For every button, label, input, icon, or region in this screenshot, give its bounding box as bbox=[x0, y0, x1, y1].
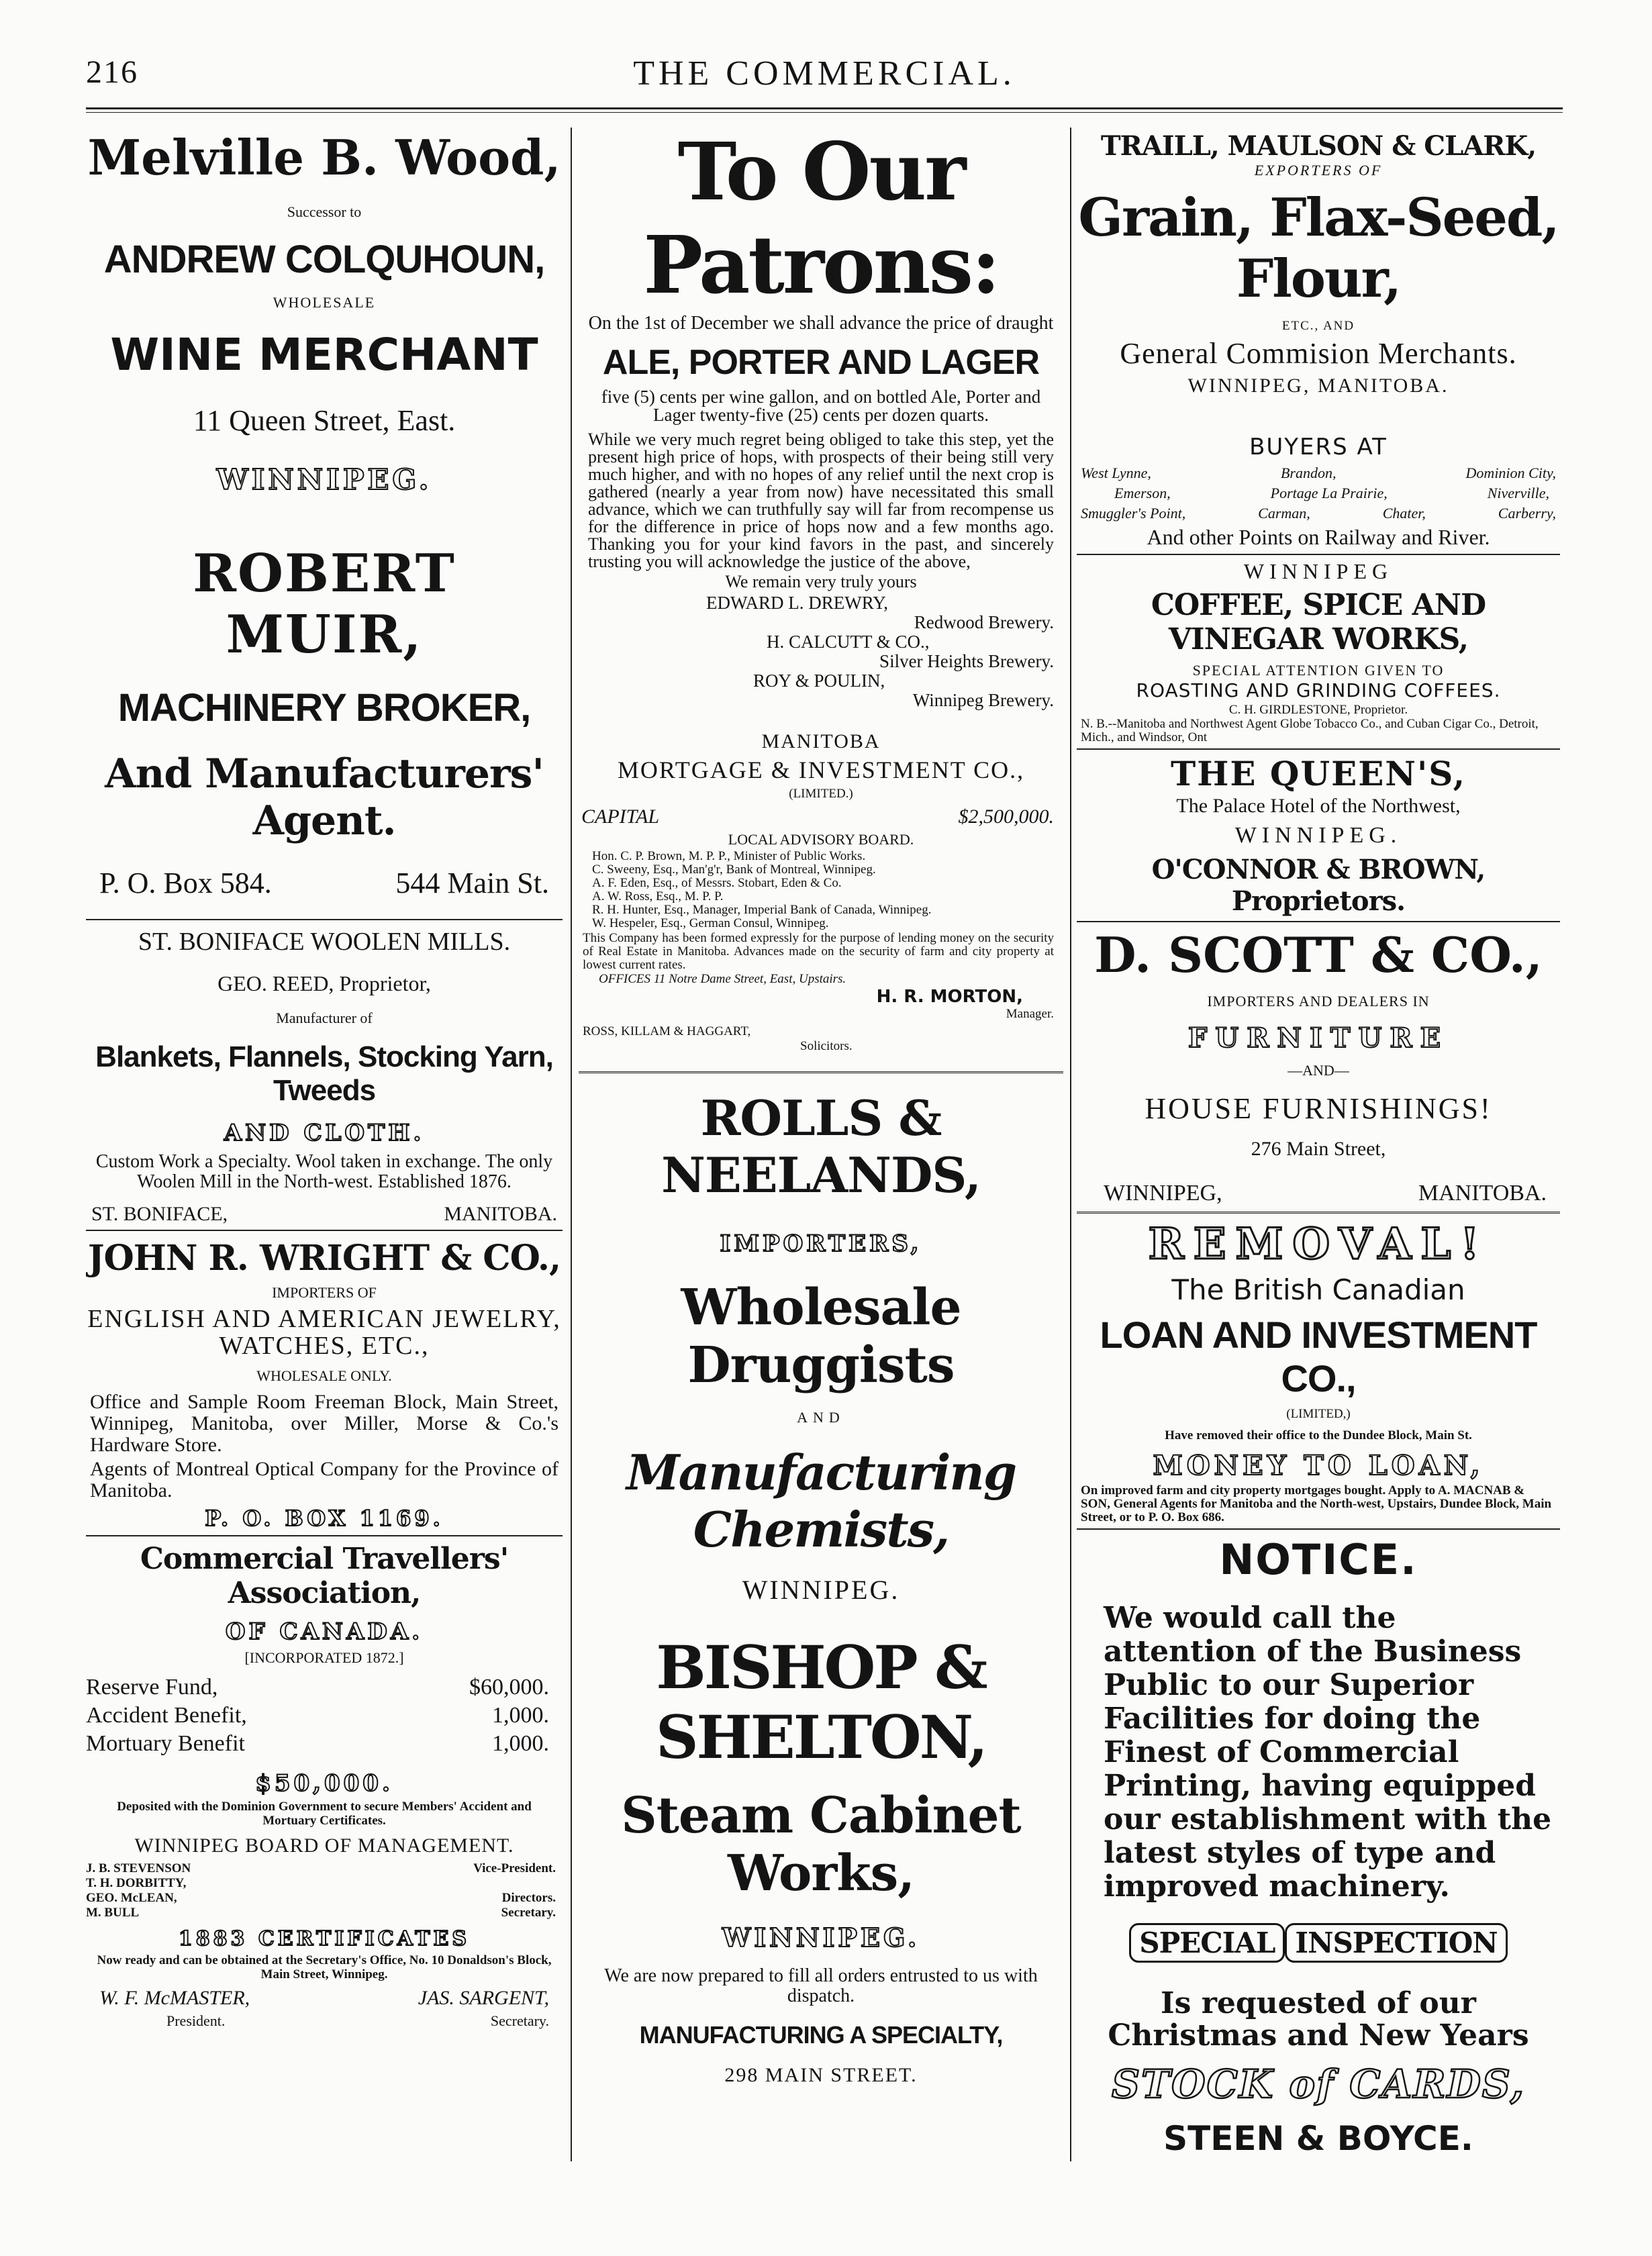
ad-title: BISHOP & SHELTON, bbox=[655, 1632, 987, 1772]
place: Portage La Prairie, bbox=[1270, 485, 1388, 501]
place: Carberry, bbox=[1498, 505, 1556, 522]
places-row bbox=[1081, 463, 1556, 483]
board-member: C. Sweeny, Esq., Man'g'r, Bank of Montreal, Winnipeg. bbox=[592, 863, 876, 877]
place: Smuggler's Point, bbox=[1081, 505, 1186, 522]
place: Dominion City, bbox=[1465, 464, 1556, 481]
ad-line: Successor to bbox=[287, 203, 362, 220]
ad-line: AND bbox=[797, 1409, 845, 1426]
ad-line: SPECIAL ATTENTION GIVEN TO bbox=[1192, 662, 1445, 679]
ad-line: The Palace Hotel of the Northwest, bbox=[1176, 795, 1461, 817]
ad-traill-maulson bbox=[1077, 130, 1560, 550]
ad-title: REMOVAL! bbox=[1148, 1219, 1489, 1269]
ad-line: AND CLOTH. bbox=[224, 1120, 425, 1146]
divider bbox=[579, 1071, 1063, 1073]
ad-line: MACHINERY BROKER, bbox=[117, 686, 531, 730]
ad-goods: ENGLISH AND AMERICAN JEWELRY, WATCHES, ETC., bbox=[87, 1305, 561, 1360]
ad-line: EXPORTERS OF bbox=[1254, 162, 1383, 179]
manager-name: H. R. MORTON, bbox=[876, 987, 1023, 1007]
ad-line: WHOLESALE ONLY. bbox=[256, 1367, 392, 1384]
ad-rolls-neelands bbox=[579, 1089, 1063, 1606]
ad-body: Agents of Montreal Optical Company for the Province of Manitoba. bbox=[90, 1458, 558, 1502]
fund-label: Mortuary Benefit bbox=[86, 1731, 245, 1756]
fund-label: Reserve Fund, bbox=[86, 1675, 218, 1700]
ad-address: 11 Queen Street, East. bbox=[193, 404, 456, 437]
page-number: 216 bbox=[86, 54, 138, 90]
member-role: Secretary. bbox=[501, 1906, 556, 1920]
place: Carman, bbox=[1258, 505, 1310, 522]
ad-row bbox=[99, 1987, 549, 2010]
ad-row bbox=[91, 1203, 557, 1226]
ad-removal bbox=[1077, 1219, 1560, 1524]
funds-list bbox=[86, 1673, 549, 1758]
ad-prices: five (5) cents per wine gallon, and on bottled Ale, Porter and Lager twenty-five (25) cents per dozen quarts. bbox=[601, 387, 1041, 425]
member-name: M. BULL bbox=[86, 1906, 140, 1920]
ad-row bbox=[581, 805, 1054, 828]
special-label: SPECIAL bbox=[1129, 1923, 1285, 1963]
ad-trade: WINE MERCHANT bbox=[110, 329, 538, 381]
ad-travellers bbox=[86, 1542, 563, 2030]
signers bbox=[579, 593, 1054, 710]
member-role: Vice-President. bbox=[473, 1861, 556, 1875]
ad-druggists: Wholesale Druggists bbox=[681, 1279, 961, 1394]
ad-stock: STOCK of CARDS, bbox=[1112, 2061, 1525, 2107]
president-role: President. bbox=[166, 2012, 226, 2029]
capital-label: CAPITAL bbox=[581, 805, 660, 828]
ad-scott bbox=[1077, 926, 1560, 1206]
fund-row bbox=[86, 1702, 549, 1730]
ad-merchants: General Commision Merchants. bbox=[1120, 337, 1517, 370]
signer-name: ROY & POULIN, bbox=[753, 671, 885, 691]
ad-certs: 1883 CERTIFICATES bbox=[178, 1927, 471, 1951]
ad-john-wright bbox=[86, 1238, 563, 1531]
column-divider bbox=[571, 128, 572, 2161]
member-row bbox=[86, 1876, 556, 1891]
ad-note: Deposited with the Dominion Government to secure Members' Accident and Mortuary Certificates. bbox=[117, 1800, 532, 1828]
place: West Lynne, bbox=[1081, 464, 1151, 481]
member-role: Directors. bbox=[501, 1891, 556, 1905]
signer-brewery: Silver Heights Brewery. bbox=[879, 651, 1054, 671]
ad-title: THE QUEEN'S, bbox=[1170, 754, 1467, 793]
ad-note: N. B.--Manitoba and Northwest Agent Globe Tobacco Co., and Cuban Cigar Co., Detroit, Mich., and Windsor, Ont bbox=[1081, 717, 1539, 744]
ad-line: OF CANADA. bbox=[225, 1618, 424, 1645]
ad-city: WINNIPEG, bbox=[1104, 1181, 1222, 1206]
ad-title: NOTICE. bbox=[1219, 1535, 1418, 1584]
ad-city: WINNIPEG. bbox=[1234, 823, 1402, 848]
ad-line: On the 1st of December we shall advance the price of draught bbox=[588, 313, 1054, 334]
board-member: Hon. C. P. Brown, M. P. P., Minister of Public Works. bbox=[592, 849, 866, 863]
ad-queens-hotel bbox=[1077, 754, 1560, 917]
ad-street: 276 Main Street, bbox=[1251, 1138, 1386, 1160]
ad-title: D. SCOTT & CO., bbox=[1094, 926, 1543, 983]
divider bbox=[1077, 1528, 1560, 1530]
ad-line: LOCAL ADVISORY BOARD. bbox=[728, 831, 914, 848]
ad-works: Steam Cabinet Works, bbox=[621, 1787, 1021, 1902]
signer-name: H. CALCUTT & CO., bbox=[767, 632, 930, 652]
ad-line: Manufacturer of bbox=[276, 1010, 373, 1026]
ad-line: (LIMITED.) bbox=[789, 787, 853, 801]
ad-house: HOUSE FURNISHINGS! bbox=[1145, 1092, 1492, 1125]
divider bbox=[86, 919, 563, 920]
ad-body: Custom Work a Specialty. Wool taken in exchange. The only Woolen Mill in the North-west. Established 1876. bbox=[95, 1151, 553, 1192]
ad-body: While we very much regret being obliged to take this step, yet the present high price of hops, with prospects of their being still very much higher, and with no hopes of any relief until the next crop is gathered (nearly a year from now) have necessitated this small advance, which we can truthfully say will far from recompense us for the difference in price of hops now and a few months ago. Thanking you for your kind favors in the past, and sincerely trusting you will acknowledge the justice of the above, bbox=[588, 430, 1054, 571]
ad-title: TRAILL, MAULSON & CLARK, bbox=[1100, 130, 1537, 162]
column-divider bbox=[1070, 128, 1071, 2161]
ad-line: ETC., AND bbox=[1281, 319, 1355, 333]
ad-specialty: MANUFACTURING A SPECIALTY, bbox=[639, 2021, 1003, 2049]
ad-box: P. O. Box 584. bbox=[99, 867, 272, 899]
places-row bbox=[1081, 483, 1556, 503]
fund-value: $60,000. bbox=[469, 1675, 549, 1700]
inspection-label: INSPECTION bbox=[1285, 1923, 1507, 1963]
ad-street: 298 MAIN STREET. bbox=[724, 2064, 918, 2086]
ad-title: Commercial Travellers' Association, bbox=[140, 1542, 509, 1610]
ad-note: Now ready and can be obtained at the Secretary's Office, No. 10 Donaldson's Block, Main Street, Winnipeg. bbox=[97, 1953, 552, 1981]
divider bbox=[86, 1535, 563, 1536]
ad-line: The British Canadian bbox=[1171, 1273, 1465, 1306]
ad-line: —AND— bbox=[1287, 1062, 1349, 1079]
ad-firm: STEEN & BOYCE. bbox=[1163, 2119, 1473, 2158]
ad-body: On improved farm and city property mortgages bought. Apply to A. MACNAB & SON, General Agents for Manitoba and the North-west, Upstairs, Dundee Block, Main Street, or to P. O. Box 686. bbox=[1081, 1483, 1552, 1524]
ad-line: And Manufacturers' Agent. bbox=[105, 750, 544, 844]
ad-line: ROASTING AND GRINDING COFFEES. bbox=[1136, 679, 1501, 701]
ad-body: Office and Sample Room Freeman Block, Main Street, Winnipeg, Manitoba, over Miller, Morse & Co.'s Hardware Store. bbox=[90, 1391, 558, 1456]
secretary-name: JAS. SARGENT, bbox=[418, 1987, 549, 2009]
page-header bbox=[86, 54, 1563, 94]
place: Niverville, bbox=[1487, 485, 1549, 501]
ad-patrons bbox=[579, 125, 1063, 710]
signer-brewery: Winnipeg Brewery. bbox=[912, 690, 1054, 710]
ad-title: ROBERT MUIR, bbox=[193, 543, 456, 665]
ad-row bbox=[166, 2012, 549, 2030]
ad-title: ST. BONIFACE WOOLEN MILLS. bbox=[138, 928, 511, 956]
ad-title: ROLLS & NEELANDS, bbox=[661, 1089, 981, 1204]
ad-deposit: $50,000. bbox=[255, 1770, 393, 1797]
member-row bbox=[86, 1861, 556, 1876]
ad-line: GEO. REED, Proprietor, bbox=[217, 971, 431, 995]
fund-label: Accident Benefit, bbox=[86, 1703, 247, 1728]
ad-line: IMPORTERS, bbox=[720, 1230, 922, 1257]
column-3 bbox=[1077, 121, 1560, 2175]
fund-row bbox=[86, 1730, 549, 1758]
member-row bbox=[86, 1891, 556, 1906]
ad-title: COFFEE, SPICE AND VINEGAR WORKS, bbox=[1151, 588, 1486, 656]
fund-value: 1,000. bbox=[492, 1703, 549, 1728]
member-row bbox=[86, 1906, 556, 1920]
board-list bbox=[592, 850, 1054, 930]
ad-line: (LIMITED,) bbox=[1286, 1407, 1351, 1421]
ad-city: WINNIPEG. bbox=[722, 1922, 920, 1953]
place: Brandon, bbox=[1280, 464, 1337, 481]
ad-furniture: FURNITURE bbox=[1187, 1022, 1449, 1054]
ad-line: [INCORPORATED 1872.] bbox=[244, 1649, 404, 1666]
special-inspection bbox=[1077, 1926, 1560, 1959]
ad-closing: We remain very truly yours bbox=[725, 572, 917, 591]
divider bbox=[1077, 1212, 1560, 1214]
ad-request: Is requested of our Christmas and New Years bbox=[1108, 1986, 1529, 2053]
ad-row bbox=[1104, 1181, 1547, 1206]
ad-robert-muir bbox=[86, 543, 563, 900]
divider bbox=[1077, 921, 1560, 922]
place: Emerson, bbox=[1114, 485, 1171, 501]
ad-place: ST. BONIFACE, bbox=[91, 1203, 228, 1225]
ad-goods: Blankets, Flannels, Stocking Yarn, Tweeds bbox=[95, 1040, 553, 1107]
ad-line: And other Points on Railway and River. bbox=[1147, 525, 1490, 549]
ad-city: WINNIPEG bbox=[1243, 559, 1394, 583]
ad-owners: O'CONNOR & BROWN, Proprietors. bbox=[1151, 854, 1486, 917]
board-member: A. F. Eden, Esq., of Messrs. Stobart, Eden & Co. bbox=[592, 876, 842, 890]
capital-value: $2,500,000. bbox=[958, 805, 1054, 828]
ad-buyers: BUYERS AT bbox=[1249, 434, 1388, 460]
top-rule bbox=[86, 107, 1563, 113]
ad-coffee-works bbox=[1077, 559, 1560, 744]
divider bbox=[1077, 554, 1560, 555]
president-name: W. F. McMASTER, bbox=[99, 1987, 250, 2009]
ad-offices: OFFICES 11 Notre Dame Street, East, Upstairs. bbox=[599, 972, 846, 986]
column-2 bbox=[579, 121, 1063, 2175]
ad-line: IMPORTERS AND DEALERS IN bbox=[1207, 993, 1430, 1010]
ad-box: P. O. BOX 1169. bbox=[205, 1506, 444, 1531]
ad-melville-wood bbox=[86, 129, 563, 496]
ad-street: 544 Main St. bbox=[395, 867, 549, 899]
ad-line: WINNIPEG BOARD OF MANAGEMENT. bbox=[134, 1834, 514, 1857]
ad-line: C. H. GIRDLESTONE, Proprietor. bbox=[1228, 703, 1408, 717]
ad-goods: Grain, Flax-Seed, Flour, bbox=[1078, 187, 1559, 309]
ad-mortgage bbox=[579, 730, 1063, 1054]
fund-row bbox=[86, 1673, 549, 1702]
ad-product: ALE, PORTER AND LAGER bbox=[602, 343, 1040, 382]
ad-body: This Company has been formed expressly for the purpose of lending money on the security of Real Estate in Manitoba. Advances made on the security of farm and city property at lowest current rates. bbox=[583, 931, 1054, 972]
board-member: R. H. Hunter, Esq., Manager, Imperial Bank of Canada, Winnipeg. bbox=[592, 903, 932, 917]
ad-body: We would call the attention of the Business Public to our Superior Facilities for doing the Finest of Commercial Printing, having equipped our establishment with the latest styles of type and improved machinery. bbox=[1104, 1601, 1552, 1904]
ad-city: WINNIPEG. bbox=[742, 1575, 900, 1605]
places bbox=[1081, 463, 1556, 524]
ad-line: MANITOBA bbox=[761, 730, 881, 752]
ad-title: MORTGAGE & INVESTMENT CO., bbox=[617, 756, 1025, 783]
ad-money: MONEY TO LOAN, bbox=[1153, 1450, 1484, 1481]
board-member: W. Hespeler, Esq., German Consul, Winnipeg. bbox=[592, 916, 829, 930]
ad-title: JOHN R. WRIGHT & CO., bbox=[87, 1238, 561, 1279]
member-name: J. B. STEVENSON bbox=[86, 1861, 191, 1875]
ad-line: WHOLESALE bbox=[273, 294, 376, 311]
ad-city: WINNIPEG, MANITOBA. bbox=[1187, 375, 1449, 397]
manager-role: Manager. bbox=[1006, 1007, 1054, 1021]
ad-title: To Our Patrons: bbox=[643, 125, 999, 311]
ad-chemists: Manufacturing Chemists, bbox=[626, 1444, 1016, 1558]
ad-body: We are now prepared to fill all orders entrusted to us with dispatch. bbox=[604, 1965, 1038, 2006]
member-name: GEO. McLEAN, bbox=[86, 1891, 177, 1905]
ad-line: Have removed their office to the Dundee Block, Main St. bbox=[1165, 1428, 1472, 1442]
fund-value: 1,000. bbox=[492, 1731, 549, 1756]
board-member: A. W. Ross, Esq., M. P. P. bbox=[592, 889, 724, 903]
member-name: T. H. DORBITTY, bbox=[86, 1876, 187, 1890]
divider bbox=[86, 1230, 563, 1231]
ad-city: WINNIPEG. bbox=[216, 463, 432, 496]
ad-row bbox=[99, 866, 549, 900]
masthead: THE COMMERCIAL. bbox=[633, 54, 1016, 93]
divider bbox=[1077, 748, 1560, 750]
solicitors-name: ROSS, KILLAM & HAGGART, bbox=[583, 1024, 751, 1038]
ad-line: IMPORTERS OF bbox=[272, 1284, 377, 1301]
ad-woolen-mills bbox=[86, 927, 563, 1226]
solicitors-role: Solicitors. bbox=[800, 1039, 853, 1053]
secretary-role: Secretary. bbox=[490, 2012, 549, 2029]
signer-brewery: Redwood Brewery. bbox=[914, 612, 1054, 632]
places-row bbox=[1081, 503, 1556, 524]
ad-notice bbox=[1077, 1535, 1560, 2158]
place: Chater, bbox=[1382, 505, 1426, 522]
ad-name: LOAN AND INVESTMENT CO., bbox=[1100, 1314, 1537, 1400]
ad-province: MANITOBA. bbox=[444, 1203, 557, 1225]
ad-province: MANITOBA. bbox=[1418, 1181, 1547, 1206]
column-1 bbox=[86, 121, 563, 2175]
ad-bishop-shelton bbox=[579, 1632, 1063, 2087]
ad-line: ANDREW COLQUHOUN, bbox=[103, 238, 545, 281]
members-list bbox=[86, 1861, 556, 1920]
signer-name: EDWARD L. DREWRY, bbox=[706, 593, 889, 613]
ad-title: Melville B. Wood, bbox=[87, 129, 561, 186]
